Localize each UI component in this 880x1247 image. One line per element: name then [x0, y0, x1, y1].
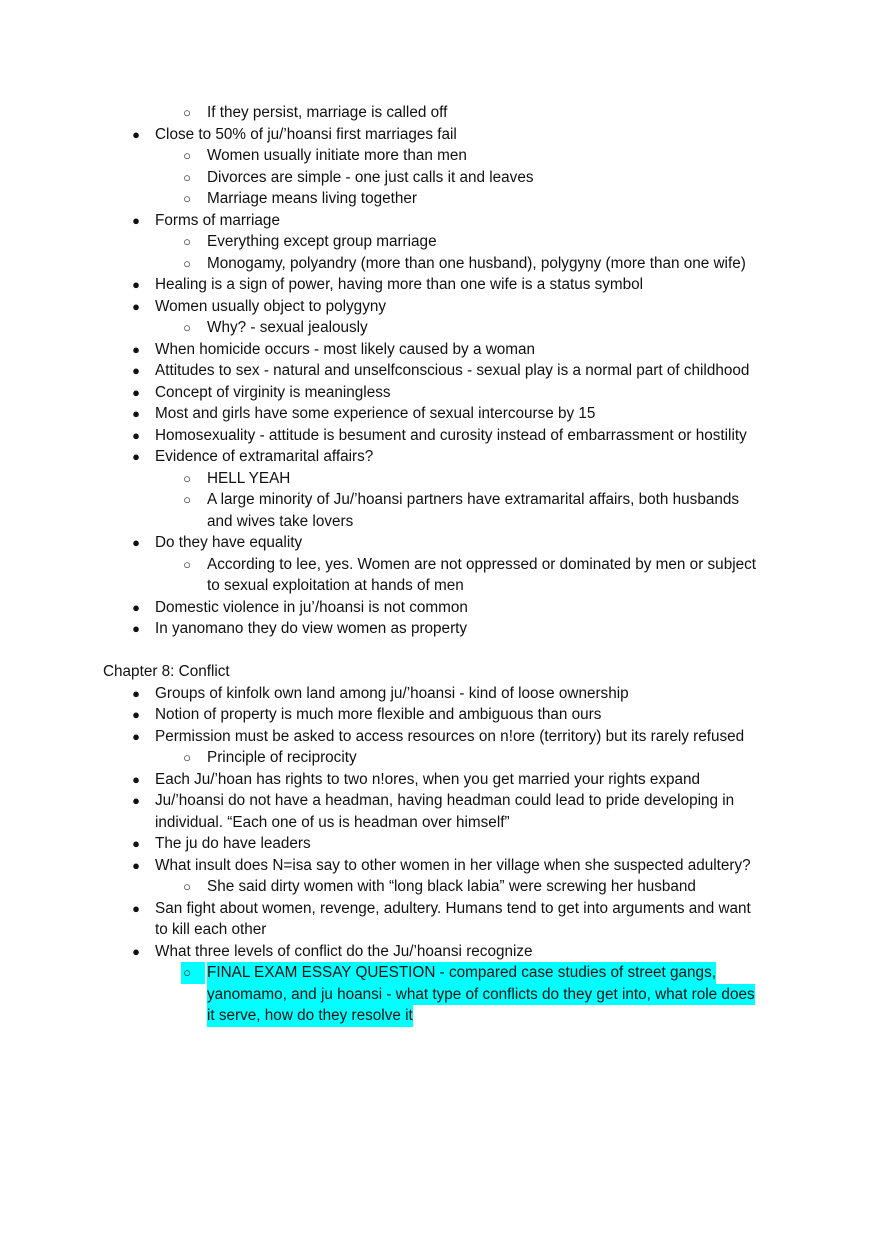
filled-bullet-icon: ● [132, 406, 140, 421]
list-item-text: Concept of virginity is meaningless [155, 383, 391, 401]
list-item [0, 855, 880, 877]
list-item-text: Women usually initiate more than men [207, 147, 467, 164]
list-item [0, 231, 880, 253]
list-item [0, 876, 880, 898]
list-item-text: Healing is a sign of power, having more than one wife is a status symbol [155, 276, 644, 293]
highlighted-continuation [0, 1005, 880, 1027]
list-item-text: Homosexuality - attitude is besument and curosity instead of embarrassment or hostility [155, 426, 747, 444]
filled-bullet-icon: ● [132, 900, 140, 916]
list-item [0, 102, 880, 124]
list-item [0, 446, 880, 468]
hollow-bullet-icon: ○ [183, 470, 191, 486]
list-item [0, 403, 880, 425]
list-item-text: In yanomano they do view women as property [155, 620, 468, 637]
filled-bullet-icon: ● [132, 836, 140, 851]
filled-bullet-icon: ● [132, 535, 140, 550]
list-item-text: to sexual exploitation at hands of men [207, 577, 464, 594]
list-item [0, 317, 880, 339]
hollow-bullet-icon: ○ [183, 965, 191, 980]
list-item-text: individual. “Each one of us is headman over himself” [155, 813, 510, 831]
list-item-text: Groups of kinfolk own land among ju/’hoansi - kind of loose ownership [155, 684, 629, 702]
list-item-text: She said dirty women with “long black labia” were screwing her husband [207, 878, 696, 895]
highlighted-continuation [0, 984, 880, 1006]
list-item [0, 360, 880, 382]
filled-bullet-icon: ● [132, 728, 140, 744]
hollow-bullet-icon: ○ [183, 879, 191, 894]
list-item-text: San fight about women, revenge, adultery. Humans tend to get into arguments and want [155, 899, 751, 917]
list-item [0, 210, 880, 232]
filled-bullet-icon: ● [132, 363, 140, 378]
list-item-text: Why? - sexual jealously [207, 319, 368, 336]
list-item-text: A large minority of Ju/’hoansi partners have extramarital affairs, both husbands [207, 491, 739, 508]
list-item [0, 253, 880, 275]
chapter-title: Chapter 8: Conflict [103, 663, 230, 680]
list-item-continuation [0, 919, 880, 941]
filled-bullet-icon: ● [132, 599, 140, 615]
list-item-text: Permission must be asked to access resources on n!ore (territory) but its rarely refused [155, 727, 745, 745]
list-item [0, 618, 880, 640]
list-item [0, 188, 880, 210]
hollow-bullet-icon: ○ [183, 320, 191, 335]
list-item [0, 597, 880, 619]
filled-bullet-icon: ● [132, 707, 140, 722]
filled-bullet-icon: ● [132, 793, 140, 808]
list-item [0, 747, 880, 769]
list-item [0, 468, 880, 490]
list-item [0, 554, 880, 576]
list-item [0, 124, 880, 146]
list-item [0, 274, 880, 296]
filled-bullet-icon: ● [132, 277, 140, 292]
filled-bullet-icon: ● [132, 685, 140, 701]
list-item-text: Forms of marriage [155, 211, 280, 229]
list-item-text: When homicide occurs - most likely caused by a woman [155, 340, 536, 358]
filled-bullet-icon: ● [132, 427, 140, 443]
filled-bullet-icon: ● [132, 621, 140, 636]
list-item [0, 898, 880, 920]
list-item [0, 833, 880, 855]
list-item-text: to kill each other [155, 921, 267, 938]
list-item [0, 489, 880, 511]
list-item-text: Do they have equality [155, 534, 303, 551]
list-item-text: Domestic violence in ju’/hoansi is not common [155, 598, 468, 616]
list-item [0, 296, 880, 318]
hollow-bullet-icon: ○ [183, 255, 191, 271]
list-item-text: HELL YEAH [207, 469, 291, 487]
list-item-text: and wives take lovers [207, 512, 354, 530]
filled-bullet-icon: ● [132, 384, 140, 400]
list-item-text: Attitudes to sex - natural and unselfconscious - sexual play is a normal part of childhood [155, 362, 750, 379]
filled-bullet-icon: ● [132, 298, 140, 314]
list-item-text: If they persist, marriage is called off [207, 104, 448, 121]
list-item [0, 425, 880, 447]
hollow-bullet-icon: ○ [183, 234, 191, 249]
list-item-text: What insult does N=isa say to other women in her village when she suspected adultery? [155, 856, 751, 874]
hollow-bullet-icon: ○ [183, 492, 191, 507]
hollow-bullet-icon: ○ [183, 169, 191, 185]
list-item-text: Women usually object to polygyny [155, 297, 386, 315]
filled-bullet-icon: ● [132, 943, 140, 959]
filled-bullet-icon: ● [132, 126, 140, 142]
list-item-continuation [0, 812, 880, 834]
list-item-text: Principle of reciprocity [207, 749, 357, 766]
filled-bullet-icon: ● [132, 341, 140, 357]
list-item [0, 532, 880, 554]
list-item [0, 683, 880, 705]
filled-bullet-icon: ● [132, 212, 140, 228]
filled-bullet-icon: ● [132, 771, 140, 787]
list-item [0, 769, 880, 791]
list-item-text: Marriage means living together [207, 190, 418, 207]
section-heading [0, 661, 880, 683]
highlighted-text: FINAL EXAM ESSAY QUESTION - compared case studies of street gangs, [207, 962, 716, 984]
list-item [0, 145, 880, 167]
list-item-text: Monogamy, polyandry (more than one husband), polygyny (more than one wife) [207, 254, 746, 272]
highlighted-text: it serve, how do they resolve it [207, 1005, 413, 1027]
list-item [0, 167, 880, 189]
hollow-bullet-icon: ○ [183, 750, 191, 765]
list-item-continuation [0, 575, 880, 597]
hollow-bullet-icon: ○ [183, 105, 191, 120]
list-item-text: What three levels of conflict do the Ju/’hoansi recognize [155, 942, 533, 960]
list-item-continuation [0, 511, 880, 533]
list-item-text: The ju do have leaders [155, 835, 311, 852]
list-item-text: Each Ju/’hoan has rights to two n!ores, when you get married your rights expand [155, 770, 701, 788]
list-item-text: Ju/’hoansi do not have a headman, having headman could lead to pride developing in [155, 792, 735, 809]
list-item [0, 382, 880, 404]
hollow-bullet-icon: ○ [183, 556, 191, 572]
list-item [0, 941, 880, 963]
list-item-text: Evidence of extramarital affairs? [155, 448, 374, 465]
list-item-text: Notion of property is much more flexible and ambiguous than ours [155, 706, 602, 723]
filled-bullet-icon: ● [132, 857, 140, 873]
list-item [0, 704, 880, 726]
highlighted-text: yanomamo, and ju hoansi - what type of conflicts do they get into, what role does [207, 984, 755, 1006]
hollow-bullet-icon: ○ [183, 191, 191, 206]
list-item-text: Most and girls have some experience of sexual intercourse by 15 [155, 405, 596, 422]
list-item [0, 726, 880, 748]
highlighted-list-item [0, 962, 880, 984]
list-item [0, 790, 880, 812]
list-item-text: According to lee, yes. Women are not oppressed or dominated by men or subject [207, 555, 756, 573]
list-item-text: Divorces are simple - one just calls it and leaves [207, 168, 534, 186]
filled-bullet-icon: ● [132, 449, 140, 464]
hollow-bullet-icon: ○ [183, 148, 191, 163]
list-item-text: Everything except group marriage [207, 233, 437, 250]
list-item [0, 339, 880, 361]
list-item-text: Close to 50% of ju/’hoansi first marriages fail [155, 125, 457, 143]
